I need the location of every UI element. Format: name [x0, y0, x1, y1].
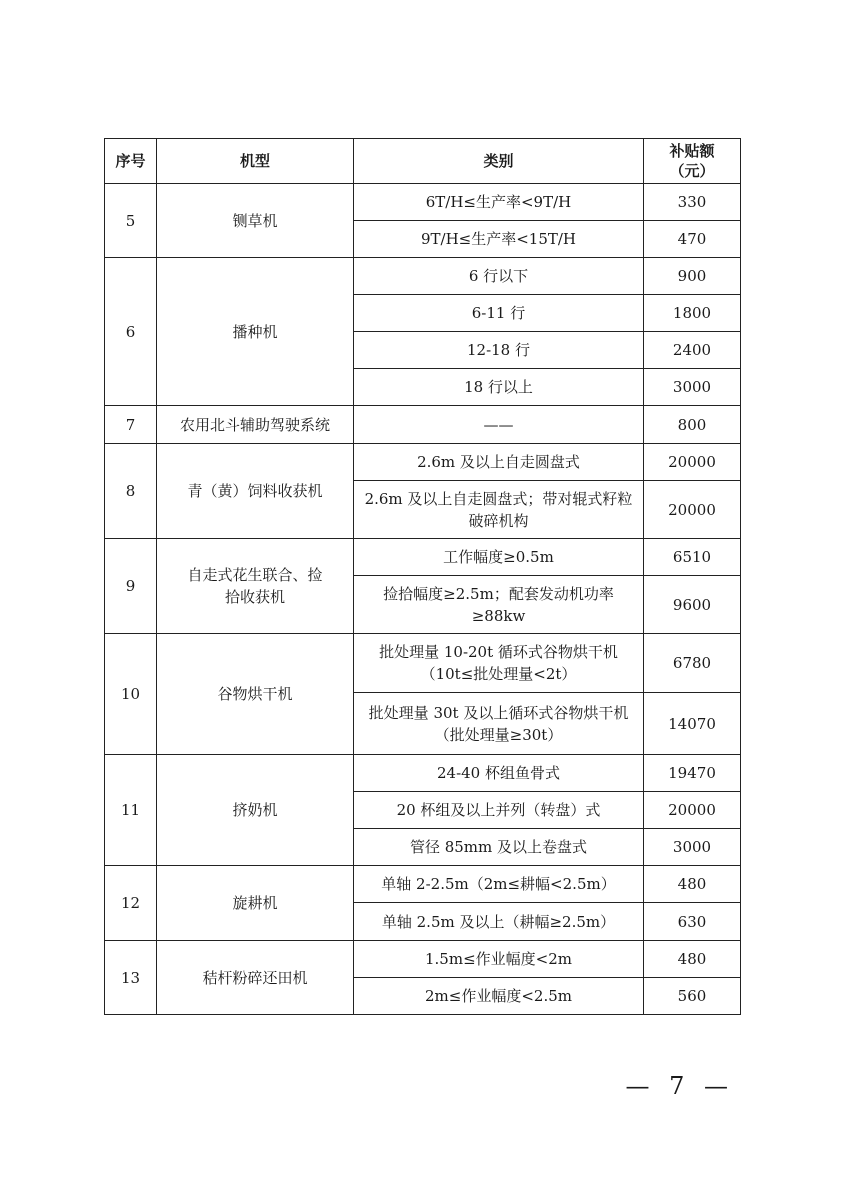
cell-category: ——	[354, 406, 644, 444]
cell-category: 批处理量 30t 及以上循环式谷物烘干机（批处理量≥30t）	[354, 693, 644, 755]
cell-seq: 10	[105, 634, 157, 755]
cell-category: 24-40 杯组鱼骨式	[354, 755, 644, 792]
cell-seq: 5	[105, 184, 157, 258]
cell-category: 2.6m 及以上自走圆盘式	[354, 444, 644, 481]
cell-amount: 14070	[644, 693, 741, 755]
cell-model: 秸杆粉碎还田机	[157, 941, 354, 1015]
subsidy-table	[104, 138, 741, 1015]
table-row	[105, 406, 741, 444]
cell-model: 旋耕机	[157, 866, 354, 941]
cell-amount: 20000	[644, 444, 741, 481]
cell-amount: 6780	[644, 634, 741, 693]
cell-seq: 7	[105, 406, 157, 444]
header-model: 机型	[157, 139, 354, 184]
cell-category: 捡拾幅度≥2.5m；配套发动机功率≥88kw	[354, 576, 644, 634]
cell-category: 批处理量 10-20t 循环式谷物烘干机（10t≤批处理量<2t）	[354, 634, 644, 693]
header-category: 类别	[354, 139, 644, 184]
cell-seq: 11	[105, 755, 157, 866]
header-subsidy	[644, 139, 741, 184]
cell-amount: 1800	[644, 295, 741, 332]
cell-category: 20 杯组及以上并列（转盘）式	[354, 792, 644, 829]
cell-category: 6-11 行	[354, 295, 644, 332]
cell-amount: 20000	[644, 792, 741, 829]
cell-model: 挤奶机	[157, 755, 354, 866]
cell-category: 12-18 行	[354, 332, 644, 369]
header-subsidy-line2: （元）	[669, 162, 715, 180]
table-body	[105, 184, 741, 1015]
cell-amount: 480	[644, 866, 741, 903]
cell-amount: 2400	[644, 332, 741, 369]
cell-amount: 6510	[644, 539, 741, 576]
cell-category: 管径 85mm 及以上卷盘式	[354, 829, 644, 866]
cell-model: 青（黄）饲料收获机	[157, 444, 354, 539]
cell-seq: 8	[105, 444, 157, 539]
cell-amount: 330	[644, 184, 741, 221]
cell-category: 6T/H≤生产率<9T/H	[354, 184, 644, 221]
cell-category: 1.5m≤作业幅度<2m	[354, 941, 644, 978]
table-row	[105, 941, 741, 978]
cell-model: 播种机	[157, 258, 354, 406]
cell-model: 铡草机	[157, 184, 354, 258]
table-row	[105, 539, 741, 576]
cell-model: 农用北斗辅助驾驶系统	[157, 406, 354, 444]
cell-amount: 9600	[644, 576, 741, 634]
cell-amount: 470	[644, 221, 741, 258]
cell-model: 谷物烘干机	[157, 634, 354, 755]
table-row	[105, 634, 741, 693]
cell-model: 自走式花生联合、捡拾收获机	[157, 539, 354, 634]
cell-category: 单轴 2-2.5m（2m≤耕幅<2.5m）	[354, 866, 644, 903]
table-row	[105, 184, 741, 221]
cell-amount: 19470	[644, 755, 741, 792]
table-row	[105, 444, 741, 481]
cell-seq: 6	[105, 258, 157, 406]
cell-amount: 3000	[644, 369, 741, 406]
cell-category: 工作幅度≥0.5m	[354, 539, 644, 576]
table-row	[105, 258, 741, 295]
cell-amount: 560	[644, 978, 741, 1015]
cell-amount: 20000	[644, 481, 741, 539]
cell-category: 9T/H≤生产率<15T/H	[354, 221, 644, 258]
cell-seq: 12	[105, 866, 157, 941]
header-subsidy-line1: 补贴额	[669, 142, 715, 160]
table-row	[105, 866, 741, 903]
table-row	[105, 755, 741, 792]
cell-category: 单轴 2.5m 及以上（耕幅≥2.5m）	[354, 903, 644, 941]
cell-amount: 800	[644, 406, 741, 444]
cell-category: 6 行以下	[354, 258, 644, 295]
cell-amount: 630	[644, 903, 741, 941]
table-header-row	[105, 139, 741, 184]
cell-amount: 900	[644, 258, 741, 295]
page-number: — 7 —	[625, 1072, 734, 1100]
cell-amount: 480	[644, 941, 741, 978]
cell-seq: 9	[105, 539, 157, 634]
cell-category: 18 行以上	[354, 369, 644, 406]
cell-amount: 3000	[644, 829, 741, 866]
cell-category: 2.6m 及以上自走圆盘式；带对辊式籽粒破碎机构	[354, 481, 644, 539]
cell-category: 2m≤作业幅度<2.5m	[354, 978, 644, 1015]
cell-seq: 13	[105, 941, 157, 1015]
header-seq: 序号	[105, 139, 157, 184]
